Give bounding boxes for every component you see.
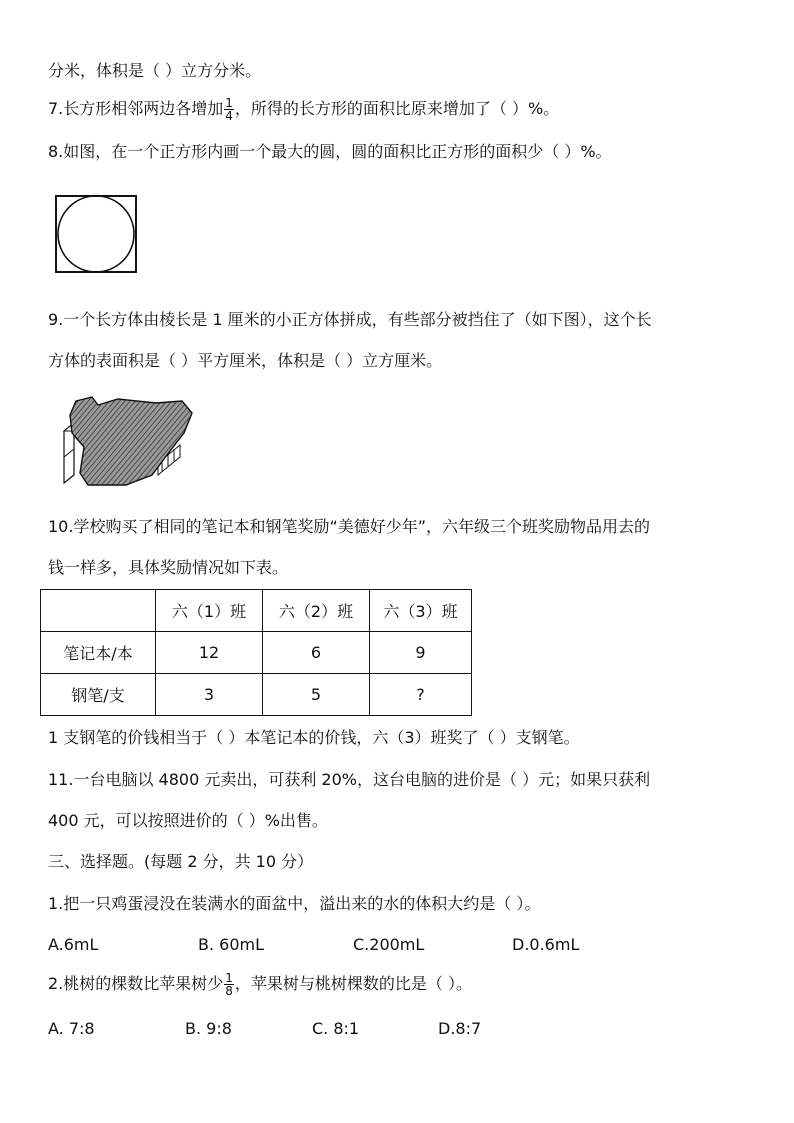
choice-question-1: 1.把一只鸡蛋浸没在装满水的面盆中，溢出来的水的体积大约是（ ）。 — [48, 894, 541, 913]
option-a: A. 7:8 — [48, 1019, 95, 1038]
option-b: B. 9:8 — [185, 1019, 232, 1038]
q7-fraction: $\frac{1}{4}$ — [225, 96, 233, 123]
question-10-line2: 钱一样多，具体奖励情况如下表。 — [48, 558, 289, 577]
option-c: C.200mL — [353, 935, 425, 954]
question-9-line1: 9.一个长方体由棱长是 1 厘米的小正方体拼成，有些部分被挡住了（如下图），这个长 — [48, 310, 652, 329]
question-7 — [48, 97, 559, 122]
question-11-line1: 11.一台电脑以 4800 元卖出，可获利 20%，这台电脑的进价是（ ）元；如果只获利 — [48, 770, 651, 789]
table-header-cell: 六（3）班 — [370, 590, 472, 632]
table-cell: 6 — [263, 632, 370, 674]
table-cell: 笔记本/本 — [41, 632, 156, 674]
option-a: A.6mL — [48, 935, 99, 954]
option-d: D.0.6mL — [512, 935, 580, 954]
question-10-answer-line: 1 支钢笔的价钱相当于（ ）本笔记本的价钱，六（3）班奖了（ ）支钢笔。 — [48, 728, 580, 747]
question-9-line2: 方体的表面积是（ ）平方厘米，体积是（ ）立方厘米。 — [48, 351, 443, 370]
table-cell: 5 — [263, 674, 370, 716]
table-row — [41, 674, 472, 716]
square-circle-figure — [52, 180, 142, 276]
option-c: C. 8:1 — [312, 1019, 360, 1038]
q7-text-b: ，所得的长方形的面积比原来增加了（ ）%。 — [234, 99, 560, 118]
table-cell: 12 — [156, 632, 263, 674]
table-header-row — [41, 590, 472, 632]
question-8: 8.如图，在一个正方形内画一个最大的圆，圆的面积比正方形的面积少（ ）%。 — [48, 142, 612, 161]
section-3-heading: 三、选择题。(每题 2 分，共 10 分） — [48, 852, 314, 871]
table-header-cell — [41, 590, 156, 632]
table-cell: 3 — [156, 674, 263, 716]
q7-text-a: 7.长方形相邻两边各增加 — [48, 99, 224, 118]
table-cell: 钢笔/支 — [41, 674, 156, 716]
rewards-table — [40, 589, 472, 716]
c2-text-b: ，苹果树与桃树棵数的比是（ ）。 — [234, 974, 473, 993]
question-11-line2: 400 元，可以按照进价的（ ）%出售。 — [48, 811, 328, 830]
table-cell: ? — [370, 674, 472, 716]
choice-2-options — [48, 1018, 481, 1040]
option-d: D.8:7 — [438, 1019, 482, 1038]
table-cell: 9 — [370, 632, 472, 674]
table-header-cell: 六（2）班 — [263, 590, 370, 632]
cuboid-figure — [58, 393, 198, 501]
option-b: B. 60mL — [198, 935, 265, 954]
c2-fraction: $\frac{1}{8}$ — [225, 971, 233, 998]
table-header-cell: 六（1）班 — [156, 590, 263, 632]
question-10-line1: 10.学校购买了相同的笔记本和钢笔奖励“美德好少年”，六年级三个班奖励物品用去的 — [48, 517, 651, 536]
choice-question-2 — [48, 972, 472, 997]
choice-1-options — [48, 934, 579, 956]
c2-text-a: 2.桃树的棵数比苹果树少 — [48, 974, 224, 993]
q6-continuation: 分米，体积是（ ）立方分米。 — [48, 61, 262, 80]
table-row — [41, 632, 472, 674]
